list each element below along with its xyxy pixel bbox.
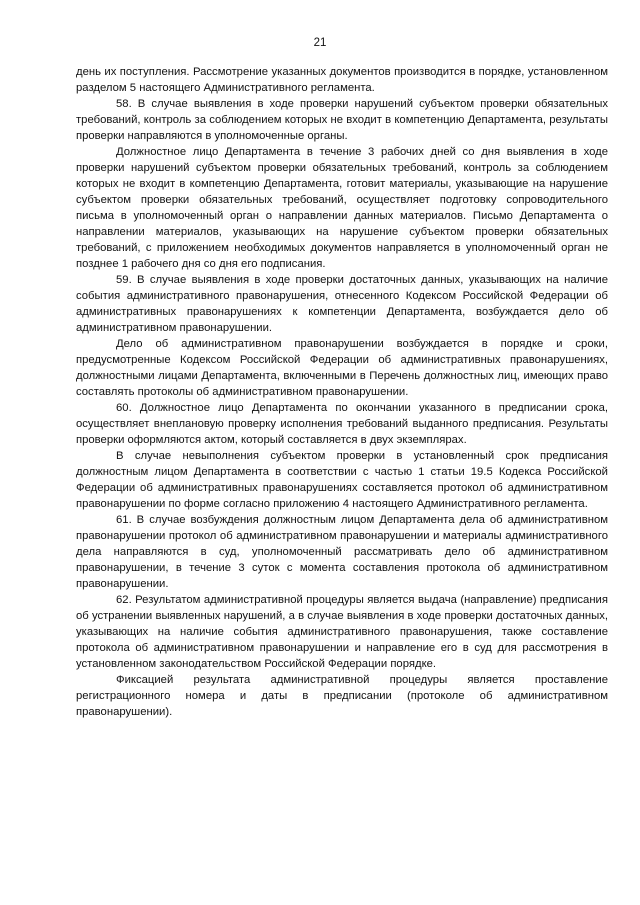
paragraph-item-62: 62. Результатом административной процедуры является выдача (направление) предписания об устранении выявленных нарушений, а в случае выявления в ходе проверки достаточных данных, указывающих на наличие события административного правонарушения, также составление протокола об административном правонарушении и направление его в суд для рассмотрения в установленном законодательством Российской Федерации порядке. <box>76 594 608 670</box>
document-body <box>76 64 608 720</box>
page-number: 21 <box>313 37 327 49</box>
paragraph-item-59-case: Дело об административном правонарушении возбуждается в порядке и сроки, предусмотренные Кодексом Российской Федерации об административных правонарушениях, должностными лицами Департамента, включенными в Перечень должностных лиц, имеющих право составлять протоколы об административном правонарушении. <box>76 338 608 398</box>
paragraph-item-61: 61. В случае возбуждения должностным лицом Департамента дела об административном правонарушении протокол об административном правонарушении и материалы административного дела направляются в суд, уполномоченный рассматривать дело об административном правонарушении, в течение 3 суток с момента составления протокола об административном правонарушении. <box>76 514 608 590</box>
paragraph-item-60-noncompliance: В случае невыполнения субъектом проверки в установленный срок предписания должностным лицом Департамента в соответствии с частью 1 статьи 19.5 Кодекса Российской Федерации об административных правонарушениях составляется протокол об административном правонарушении по форме согласно приложению 4 настоящего Административного регламента. <box>76 450 608 510</box>
paragraph-item-58-officer: Должностное лицо Департамента в течение 3 рабочих дней со дня выявления в ходе проверки нарушений субъектом проверки обязательных требований, контроль за соблюдением которых не входит в компетенцию Департамента, готовит материалы, указывающие на нарушение субъектом проверки обязательных требований, осуществляет подготовку сопроводительного письма в уполномоченный орган о направлении данных материалов. Письмо Департамента о направлении материалов, указывающих на нарушение субъектом проверки обязательных требований, с приложением необходимых документов направляется в уполномоченный орган не позднее 1 рабочего дня со дня его подписания. <box>76 146 608 270</box>
paragraph-item-60: 60. Должностное лицо Департамента по окончании указанного в предписании срока, осуществляет внеплановую проверку исполнения требований выданного предписания. Результаты проверки оформляются актом, который составляется в двух экземплярах. <box>76 402 608 446</box>
paragraph-continuation: день их поступления. Рассмотрение указанных документов производится в порядке, установленном разделом 5 настоящего Административного регламента. <box>76 66 608 94</box>
paragraph-result-fixation: Фиксацией результата административной процедуры является проставление регистрационного номера и даты в предписании (протоколе об административном правонарушении). <box>76 674 608 718</box>
paragraph-item-58: 58. В случае выявления в ходе проверки нарушений субъектом проверки обязательных требований, контроль за соблюдением которых не входит в компетенцию Департамента, результаты проверки направляются в уполномоченные органы. <box>76 98 608 142</box>
paragraph-item-59: 59. В случае выявления в ходе проверки достаточных данных, указывающих на наличие события административного правонарушения, отнесенного Кодексом Российской Федерации об административных правонарушениях к компетенции Департамента, возбуждается дело об административном правонарушении. <box>76 274 608 334</box>
